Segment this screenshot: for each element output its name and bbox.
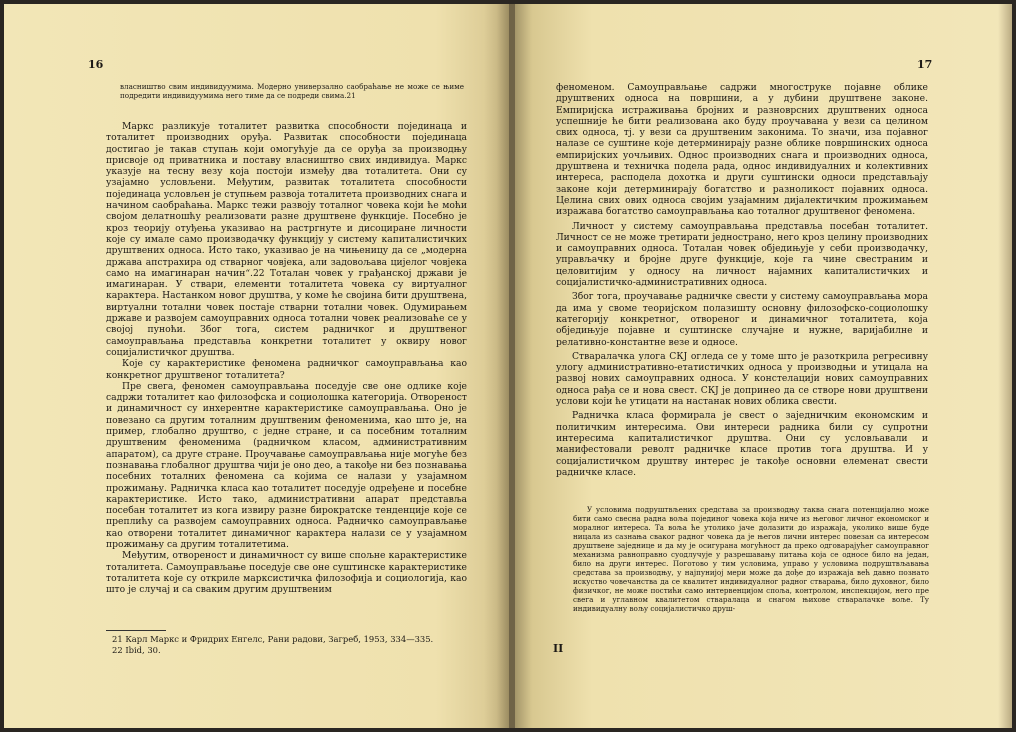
left-main-text [106,121,467,629]
right-main-text [556,82,928,502]
left-paragraph: Маркс разликује тоталитет развитка способности појединаца и тоталитет производних оруђа. Развитак способности појединаца достигао је такав ступањ који омогућује да се оруђа за производњу присвоје од приватника и поставу власништво свих индивидуа. Маркс указује на тесну везу која постоји између два тоталитета. Они су узајамно условљени. Међутим, развитак тоталитета способности појединаца условљен је ступњем развоја тоталитета производних снага и начином саобраћања. Маркс тежи развоју тоталног човека који ће моћи својом делатношћу реализовати разне друштвене функције. Посебно је кроз теорију отуђења указивао на растргнуте и дисоциране личности које су имале само производачку функцију у систему капиталистичких друштвених односа. Исто тако, указивао је на чињеницу да се „модерна држава апстрахира од стварног човјека, али задовољава цијелог човјека само на имагинаран начин“.22 Тоталан човек у грађанској држави је имагинаран. У ствари, елементи тоталитета човека су виртуалног карактера. Настанком новог друштва, у коме ће својина бити друштвена, виртуални тотални човек постаје стварни тотални човек. Одумирањем државе и развојем самоуправних односа тотални човек реализоваће се у својој пуноћи. Због тога, систем радничког и друштвеног самоуправљања представља конкретни тоталитет у оквиру новог социјалистичког друштва. [106,121,467,358]
right-small-quote [573,505,929,645]
right-paragraph: феноменом. Самоуправљање садржи многоструке појавне облике друштвених односа на површини, а у дубини друштвене законе. Емпиријска истраживања бројних и разноврсних друштвених односа успешније ће бити реализована ако буду проучавана у вези са целином свих односа, тј. у вези са друштвеним законима. То значи, иза појавног налазе се суштине које детерминирају разне облике површинских односа емпиријских уочљивих. Однос производних снага и производних односа, друштвена и техничка подела рада, однос индивидуалних и колективних интереса, расподела дохотка и други суштински односи представљају законе који детерминирају богатство и разноликост појавних односа. Целина свих ових односа својим узајамним дијалектичким прожимањем изражава богатство самоуправљања као тоталног друштвеног феномена. [556,82,928,218]
signature-mark: II [553,642,564,655]
footnote-rule [106,630,166,631]
book-gutter [509,4,515,728]
footnotes [112,634,472,656]
right-paragraph: Због тога, проучавање радничке свести у систему самоуправљања мора да има у своме теоријском полазишту основну филозофско-социолошку категорију конкретног, отвореног и динамичног тоталитета, која обједињује појавне и суштинске случајне и нужне, варијабилне и релативно-константне везе и односе. [556,291,928,348]
footnote-21: 21 Карл Маркс и Фридрих Енгелс, Рани радови, Загреб, 1953, 334—335. [112,634,434,644]
left-paragraph: Које су карактеристике феномена радничког самоуправљања као конкретног друштвеног тоталитета? [106,358,467,381]
left-paragraph: Међутим, отвореност и динамичност су више спољне карактеристике тоталитета. Самоуправљање поседује све оне суштинске карактеристике тоталитета које су откриле марксистичка филозофија и социологија, као што је случај и са сваким другим друштвеним [106,550,467,596]
right-paragraph: Личност у систему самоуправљања представља посебан тоталитет. Личност се не може третирати једнострано, него кроз целину производних и самоуправних односа. Тоталан човек обједињује у себи производачку, управљачку и бројне друге функције, које га чине свестраним и целовитијим у односу на личност најамних капиталистичких и социјалистичко-административних односа. [556,220,928,289]
right-quote-text: У условима подруштвљених средстава за производњу таква снага потенцијално може бити само свесна радна воља појединог човека која ниче из његовог личног економског и моралног интереса. Та воља ће утолико јаче долазити до изражаја, уколико више буде ницала из сазнања сваког радног човека да је његов лични интерес повезан са интересом друштвене заједнице и да му је осигурана могућност да преко одговарајућег самоуправног механизма равноправно суодлучује у разрешавању питања која се односе било на један, било на други интерес. Поготово у тим условима, управо у условима подруштвљавања средстава за производњу, у најпунијој мери може да дође до изражаја већ давно познато искуство човечанства да се квалитет индивидуалног радног стварања, било духовног, било физичког, не може постићи само интервенцијом споља, контролом, инспекцијом, него пре свега и углавном квалитетом стваралаца и снагом њихове стваралачке воље. Ту индивидуалну вољу социјалистичко друш- [573,505,929,613]
left-top-quote [120,82,464,100]
footnote-22: 22 Ibid, 30. [112,645,161,655]
page-number-right: 17 [917,58,933,71]
right-paragraph: Стваралачка улога СКЈ огледа се у томе што је разоткрила регресивну улогу административно-етатистичких односа у производњи и утицала на развој нових самоуправних односа. У констелацији нових самоуправних односа рађа се и нова свест. СКЈ је допринео да се створе нови друштвени услови који ће утицати на настанак нових облика свести. [556,350,928,408]
page-number-left: 16 [88,58,104,71]
left-paragraph: Пре свега, феномен самоуправљања поседује све оне одлике које садржи тоталитет као филозофска и социолошка категорија. Отвореност и динамичност су инхерентне карактеристике самоуправљања. Оно је повезано са другим тоталним друштвеним феноменима, као што је, на пример, глобално друштво, с једне стране, и са посебним тоталним друштвеним феноменима (радничком класом, административним апаратом), са друге стране. Проучавање самоуправљања није могуће без познавања глобалног друштва чији је оно део, а такође ни без познавања посебних тоталних феномена са којима се налази у узајамном прожимању. Радничка класа као тоталитет поседује одређене и посебне карактеристике. Исто тако, административни апарат представља посебан тоталитет из кога извиру разне бирократске тенденције које се преплићу са развојем самоуправних односа. Радничко самоуправљање као отворени тоталитет динамичног карактера налази се у узајамном прожимању са другим тоталитетима. [106,380,467,550]
right-paragraph: Радничка класа формирала је свест о заједничким економским и политичким интересима. Ови интереси радника били су супротни интересима капиталистичког друштва. Они су условљавали и манифестовали револт радничке класе против тога друштва. И у социјалистичком друштву интерес је такође основни елеменат свести радничке класе. [556,410,928,478]
left-quote-text: власништво свим индивидуумима. Модерно универзално саобраћање не може се њиме подредити индивидуумима него тиме да се подреди свима.21 [120,82,464,100]
